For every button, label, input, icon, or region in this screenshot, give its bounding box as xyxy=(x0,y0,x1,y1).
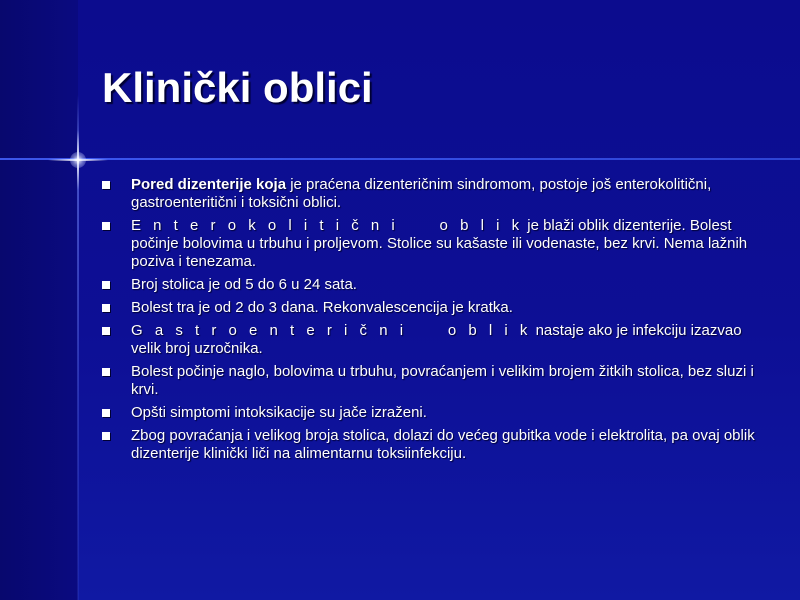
bullet-bold-lead: Pored dizenterije koja xyxy=(131,176,287,193)
bullet-text: Opšti simptomi intoksikacije su jače izraženi. xyxy=(131,404,427,421)
bullet-item xyxy=(100,176,760,212)
bullet-spaced-lead: E n t e r o k o l i t i č n i o b l i k xyxy=(131,217,524,234)
square-bullet-icon xyxy=(102,368,110,376)
square-bullet-icon xyxy=(102,432,110,440)
bullet-item xyxy=(100,363,760,399)
bullet-text: je blaži oblik dizenterije. Bolest počinje bolovima u trbuhu i proljevom. Stolice su kašaste ili vodenaste, bez krvi. Nema lažnih poziva i tenezama. xyxy=(131,217,748,270)
bullet-item xyxy=(100,404,760,422)
square-bullet-icon xyxy=(102,304,110,312)
bullet-item xyxy=(100,322,760,358)
bullet-text: je praćena dizenteričnim sindromom, postoje još enterokolitični, gastroenteritični i toksični oblici. xyxy=(131,176,712,211)
square-bullet-icon xyxy=(102,181,110,189)
horizontal-accent-line xyxy=(0,158,800,160)
bullet-item xyxy=(100,217,760,271)
bullet-text: Broj stolica je od 5 do 6 u 24 sata. xyxy=(131,276,357,293)
bullet-text: Bolest počinje naglo, bolovima u trbuhu, povraćanjem i velikim brojem žitkih stolica, bez sluzi i krvi. xyxy=(131,363,754,398)
bullet-item xyxy=(100,299,760,317)
bullet-text: Bolest tra je od 2 do 3 dana. Rekonvalescencija je kratka. xyxy=(131,299,513,316)
sparkle-star-icon xyxy=(48,130,108,190)
slide-title: Klinički oblici xyxy=(102,64,373,111)
bullet-text: nastaje ako je infekciju izazvao velik broj uzročnika. xyxy=(131,322,742,357)
square-bullet-icon xyxy=(102,281,110,289)
bullet-item xyxy=(100,276,760,294)
square-bullet-icon xyxy=(102,222,110,230)
bullet-item xyxy=(100,427,760,463)
square-bullet-icon xyxy=(102,409,110,417)
bullet-text: Zbog povraćanja i velikog broja stolica, dolazi do većeg gubitka vode i elektrolita, pa ovaj oblik dizenterije klinički liči na alimentarnu toksiinfekciju. xyxy=(131,427,755,462)
square-bullet-icon xyxy=(102,327,110,335)
bullet-list xyxy=(100,176,760,468)
left-decorative-band xyxy=(0,0,78,600)
bullet-spaced-lead: G a s t r o e n t e r i č n i o b l i k xyxy=(131,322,532,339)
